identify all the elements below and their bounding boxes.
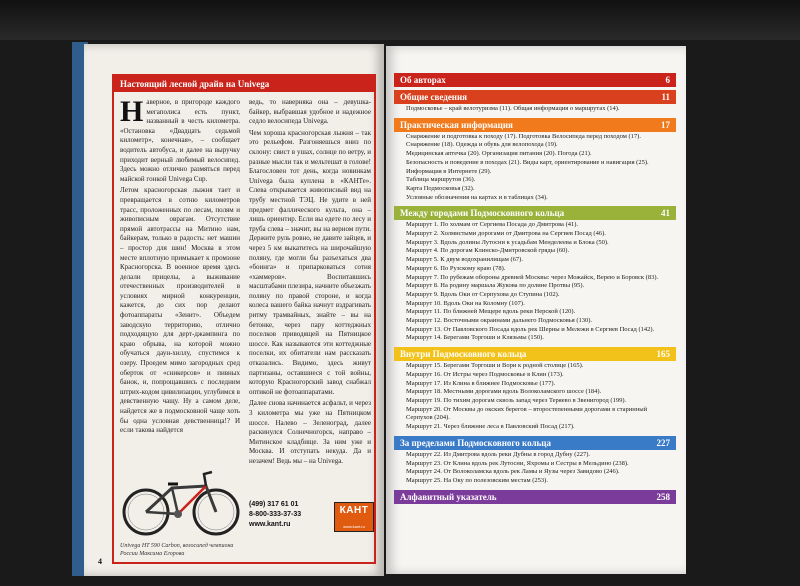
toc-entry: Маршрут 20. От Москвы до окских берегов – второстепенными дорогами в старинный Серпухов (204). <box>406 405 648 422</box>
toc-section-page: 17 <box>661 119 670 130</box>
logo-url: www.kant.ru <box>343 524 365 529</box>
photo-caption: Univega HT 590 Carbon, велосипед чемпиона России Максима Егорова <box>120 543 234 557</box>
toc-entry: Маршрут 3. Вдоль долины Лутосни к усадьбам Менделеева и Блока (50). <box>406 238 609 246</box>
toc-entries <box>394 104 676 115</box>
left-page <box>84 44 384 576</box>
toc-entry: Маршрут 9. Вдоль Оки от Серпухова до Ступина (102). <box>406 290 560 298</box>
website-link: www.kant.ru <box>249 521 291 528</box>
toc-section-title: Внутри Подмосковного кольца <box>400 349 527 360</box>
paragraph: ведь, то наверняка она – девушка-байкер, выбравшая удобное и надежное седло велосипеда Univega. <box>249 98 371 126</box>
toc-entries <box>394 361 676 433</box>
toc-entry: Маршрут 6. По Рузскому краю (78). <box>406 264 506 272</box>
toc-entry: Маршрут 1. По холмам от Сергиева Посада до Дмитрова (41). <box>406 221 579 229</box>
toc-entry: Маршрут 24. От Волоколамска вдоль рек Ламы и Яузы через Завидово (246). <box>406 468 620 476</box>
toc-entries <box>394 220 676 344</box>
article-column-right <box>249 98 371 469</box>
toc-entry: Карта Подмосковья (32). <box>406 184 475 192</box>
kant-logo <box>334 502 374 532</box>
toc-entry: Маршрут 22. Из Дмитрова вдоль реки Дубны в город Дубну (227). <box>406 450 591 458</box>
toc-entries <box>394 132 676 204</box>
toc-entry: Маршрут 25. На Оку по полезовским местам (253). <box>406 476 548 484</box>
toc-entry: Маршрут 4. По дорогам Клинско-Дмитровской гряды (60). <box>406 247 570 255</box>
toc-entry: Маршрут 7. По рубежам обороны древней Москвы: через Можайск, Верею и Боровск (83). <box>406 273 659 281</box>
contact-block <box>249 500 329 530</box>
toc-section-header <box>394 73 676 87</box>
toc-section-page: 165 <box>656 349 670 360</box>
toc-section-header <box>394 206 676 220</box>
toc-entry: Медицинская аптечка (20). Организация питания (20). Погода (21). <box>406 150 592 158</box>
logo-text: КАНТ <box>339 505 369 516</box>
toc-entry: Маршрут 5. К двум водохранилищам (67). <box>406 256 523 264</box>
toc-section-page: 6 <box>665 75 670 85</box>
toc-entry: Маршрут 15. Берегами Торгоши и Вори к родной столице (165). <box>406 362 584 370</box>
bicycle-photo <box>120 460 242 540</box>
toc-entry: Маршрут 8. На родину маршала Жукова по долине Протвы (95). <box>406 282 585 290</box>
phone-number: (499) 317 61 01 <box>249 501 299 508</box>
toc-entry: Маршрут 13. От Павловского Посада вдоль рек Шерны и Мележи в Сергиев Посад (142). <box>406 325 655 333</box>
toc-entry: Условные обозначения на картах и в таблицах (34). <box>406 193 548 201</box>
toc-entry: Таблица маршрутов (36). <box>406 176 476 184</box>
toc-section-page: 258 <box>656 491 670 502</box>
article-frame <box>112 74 376 564</box>
right-page <box>386 46 686 574</box>
toc-section-page: 11 <box>661 92 670 102</box>
toc-entry: Маршрут 17. Из Клина в ближнее Подмосковье (177). <box>406 379 556 387</box>
toc-entries <box>394 450 676 487</box>
toc-entry: Подмосковье – край велотуризма (11). Общая информация о маршрутах (14). <box>406 105 620 112</box>
toc-section-header <box>394 90 676 104</box>
toc-entry: Маршрут 10. Вдоль Оки на Коломну (107). <box>406 299 525 307</box>
phone-number: 8-800-333-37-33 <box>249 511 302 518</box>
toc-entry: Маршрут 11. По ближней Мещере вдоль реки Нерской (120). <box>406 308 576 316</box>
toc-section-title: За пределами Подмосковного кольца <box>400 437 551 448</box>
toc-section-title: Общие сведения <box>400 92 468 102</box>
toc-entry: Маршрут 2. Холмистыми дорогами от Дмитрова на Сергиев Посад (46). <box>406 230 606 238</box>
toc-entry: Маршрут 16. От Истры через Подмосковье в Клин (173). <box>406 370 564 378</box>
paragraph: Далее снова начинается асфальт, и через 3 километра мы уже на Пятницком шоссе. Налево – Зеленоград, далее раскинулся Солнечногорск, направо – Митинское кладбище. За ним уже и Москва. И отступать некуда. Да и незачем! Ведь мы – на Univega. <box>249 399 371 465</box>
toc-entry: Маршрут 18. Местными дорогами вдоль Волоколамского шоссе (184). <box>406 388 602 396</box>
toc-entry: Маршрут 23. От Клина вдоль рек Лутосни, Яхромы и Сестры в Мельдино (238). <box>406 459 629 467</box>
toc-section-header <box>394 347 676 361</box>
toc-section-page: 227 <box>656 437 670 448</box>
toc-entry: Маршрут 19. По тихим дорогам сквозь запад через Теряево в Звенигород (199). <box>406 396 627 404</box>
toc-section-page: 41 <box>661 208 670 219</box>
toc-entry: Маршрут 12. Восточными окраинами дальнего Подмосковья (130). <box>406 317 593 325</box>
toc-entry: Безопасность и поведение в походах (21). Виды карт, ориентирование и навигация (25). Информация в Интернете (29). <box>406 158 649 175</box>
toc-section-header <box>394 490 676 504</box>
dropcap: Н <box>120 95 144 128</box>
article-title: Настоящий лесной драйв на Univega <box>114 76 374 92</box>
table-of-contents <box>394 70 676 504</box>
scan-background <box>0 0 800 40</box>
toc-section-title: Об авторах <box>400 75 446 85</box>
toc-section-title: Практическая информация <box>400 119 513 130</box>
toc-section-header <box>394 436 676 450</box>
paragraph: Летом красногорская лыжня тает и превращается в сотню километров трасс, проложенных по лесам, полям и живописным оврагам. Отсутствие прямой автотрассы на Митино нам, байкерам, только в радость: нет машин – простор для шин! Москва в этом месте вплотную примыкает к промзоне Красногорска. В военное время здесь делали прицелы, а выживание отечественных производителей в условиях мирной конкуренции, кажется, до сих пор делают фотоаппараты «Зенит». Объедем заводскую территорию, отлично подходящую для дерт-джампинга по краю обрыва, на которой можно обучаться даун-хиллу, спустимся к озеру. Проедем мимо загородных сред оберток от «сникерсов» и пивных банок, и, попрощавшись с последним штрих-кодом цивилизации, углубимся в девственную чащу. Ну а самом деле, найдется же в подмосковной чаще хоть бы одна условная девственница!? И если такова найдется <box>120 186 240 435</box>
paragraph: Чем хороша красногорская лыжня – так это рельефом. Разгоняешься вниз по склону: свист в ушах, солнце по ветру, и разные мысли так и мельтешат в голове! Благословен тот день, когда новинкам Univega была куплена в «КАНТе». Слева открывается живописный вид на трубу местной ТЭЦ. Не удите в ней предмет фаллического культа, она – лишь ориентир. Если вы едете по лесу и труба слева – значит, вы на верном пути. Держите руль ровно, не давите зайцев, и через 5 км выкатитесь на широчайшую поляну, где могли бы разъехаться два «боинга» и припарковаться сотня «хаммеров». Воспитавшись масштабами плезира, начните объезжать поляну по правой стороне, и когда колеса вашего байка начнут вздрагивать ритму трамвайных, знайте – вы на бетонке, через пару коттеджных поселков приводящей на Пятницкое шоссе. Как называются эти коттеджные поселки, их обитатели нам рассказать отказались. Видимо, здесь живут партизаны, оставшиеся с той войны, которую Красногорский завод снабжал оптикой не фотоаппаратами. <box>249 128 371 396</box>
toc-section-title: Между городами Подмосковного кольца <box>400 208 565 219</box>
toc-entry: Маршрут 21. Через ближние леса в Павловский Посад (217). <box>406 423 575 431</box>
toc-entry: Маршрут 14. Берегами Торгоши и Клязьмы (150). <box>406 334 544 342</box>
paragraph: аверное, в пригороде каждого мегаполиса есть пункт, названный в честь километра. «Остановка «Двадцать седьмой километр», конечная», – сообщает водитель автобуса, и далее на выручку приходит верный любимый велосипед. Здесь можно отлично размяться перед майской гонкой Univega Cup. <box>120 98 240 183</box>
toc-section-header <box>394 118 676 132</box>
toc-entry: Снаряжение и подготовка к походу (17). Подготовка Велосипеда перед походом (17). Снаряжение (18). Одежда и обувь для велопохода (19). <box>406 132 641 149</box>
page-number: 4 <box>98 557 102 566</box>
article-column-left <box>120 95 240 438</box>
toc-section-title: Алфавитный указатель <box>400 491 497 502</box>
